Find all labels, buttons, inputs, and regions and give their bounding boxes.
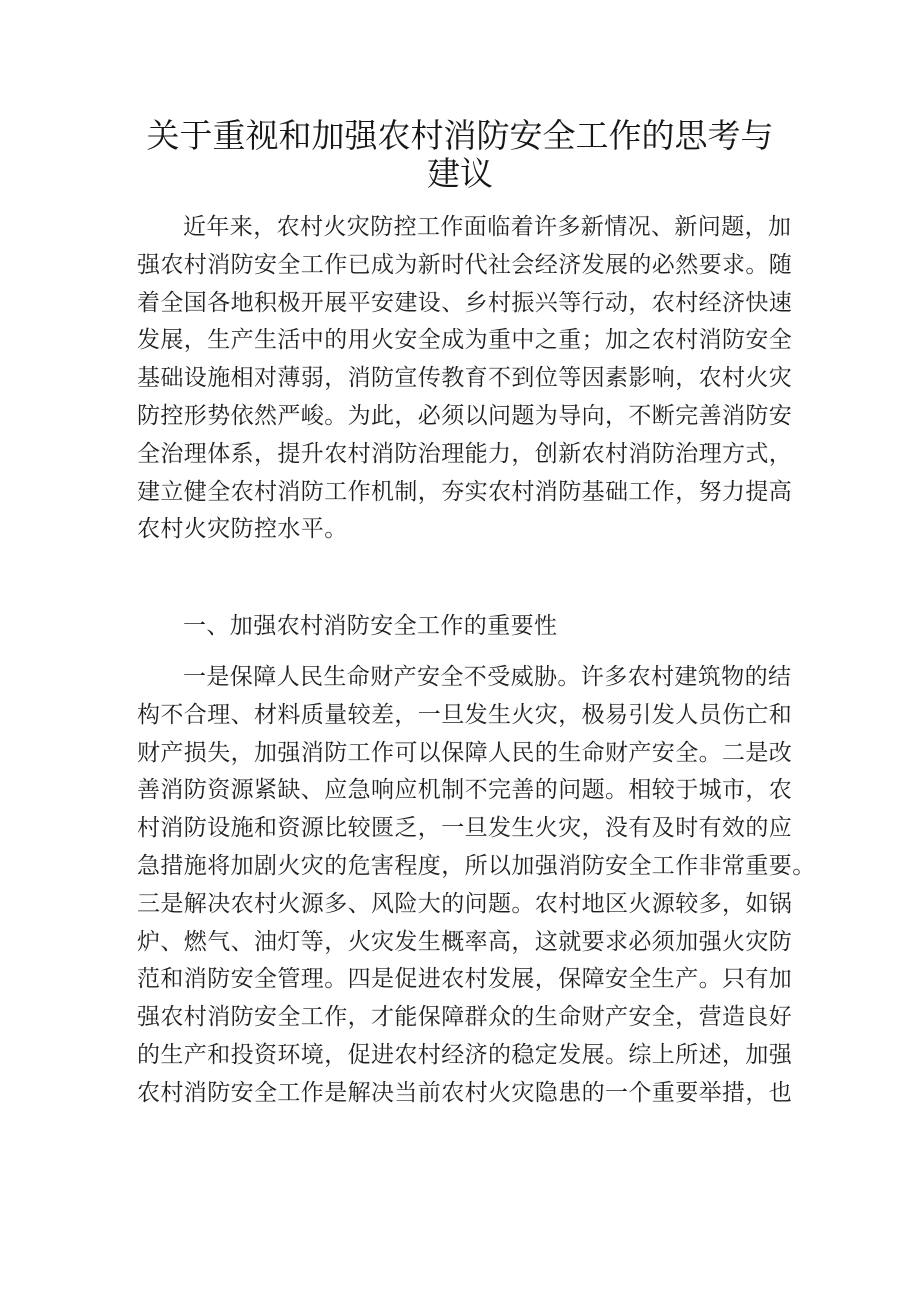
intro-line: 农村火灾防控水平。 <box>137 516 348 543</box>
section-line: 一是保障人民生命财产安全不受威胁。许多农村建筑物的结 <box>183 664 792 690</box>
intro-line: 全治理体系，提升农村消防治理能力，创新农村消防治理方式， <box>137 440 793 467</box>
intro-line: 强农村消防安全工作已成为新时代社会经济发展的必然要求。随 <box>137 251 793 278</box>
intro-line: 建立健全农村消防工作机制，夯实农村消防基础工作，努力提高 <box>137 478 793 505</box>
section-line: 三是解决农村火源多、风险大的问题。农村地区火源较多，如锅 <box>137 890 793 917</box>
section-paragraph <box>137 659 816 1113</box>
section-line: 财产损失，加强消防工作可以保障人民的生命财产安全。二是改 <box>137 739 793 766</box>
document-title <box>130 112 790 193</box>
intro-line: 发展，生产生活中的用火安全成为重中之重；加之农村消防安全 <box>137 327 793 354</box>
section-line: 范和消防安全管理。四是促进农村发展，保障安全生产。只有加 <box>137 966 793 993</box>
section-line: 的生产和投资环境，促进农村经济的稳定发展。综上所述，加强 <box>137 1041 793 1068</box>
intro-line: 防控形势依然严峻。为此，必须以问题为导向，不断完善消防安 <box>137 402 793 429</box>
title-line-1: 关于重视和加强农村消防安全工作的思考与 <box>146 116 774 155</box>
section-line: 强农村消防安全工作，才能保障群众的生命财产安全，营造良好 <box>137 1004 793 1031</box>
intro-paragraph <box>137 209 797 549</box>
section-heading-text: 一、加强农村消防安全工作的重要性 <box>183 613 558 639</box>
section-heading <box>137 608 797 646</box>
section-line: 善消防资源紧缺、应急响应机制不完善的问题。相较于城市，农 <box>137 777 793 804</box>
intro-line: 近年来，农村火灾防控工作面临着许多新情况、新问题，加 <box>183 214 792 240</box>
section-line: 构不合理、材料质量较差，一旦发生火灾，极易引发人员伤亡和 <box>137 701 793 728</box>
section-line: 农村消防安全工作是解决当前农村火灾隐患的一个重要举措，也 <box>137 1079 793 1106</box>
intro-line: 基础设施相对薄弱，消防宣传教育不到位等因素影响，农村火灾 <box>137 365 793 392</box>
title-line-2: 建议 <box>427 153 493 193</box>
section-line: 炉、燃气、油灯等，火灾发生概率高，这就要求必须加强火灾防 <box>137 928 793 955</box>
intro-line: 着全国各地积极开展平安建设、乡村振兴等行动，农村经济快速 <box>137 289 793 316</box>
section-line: 村消防设施和资源比较匮乏，一旦发生火灾，没有及时有效的应 <box>137 815 793 842</box>
section-line: 急措施将加剧火灾的危害程度，所以加强消防安全工作非常重要。 <box>137 852 816 879</box>
